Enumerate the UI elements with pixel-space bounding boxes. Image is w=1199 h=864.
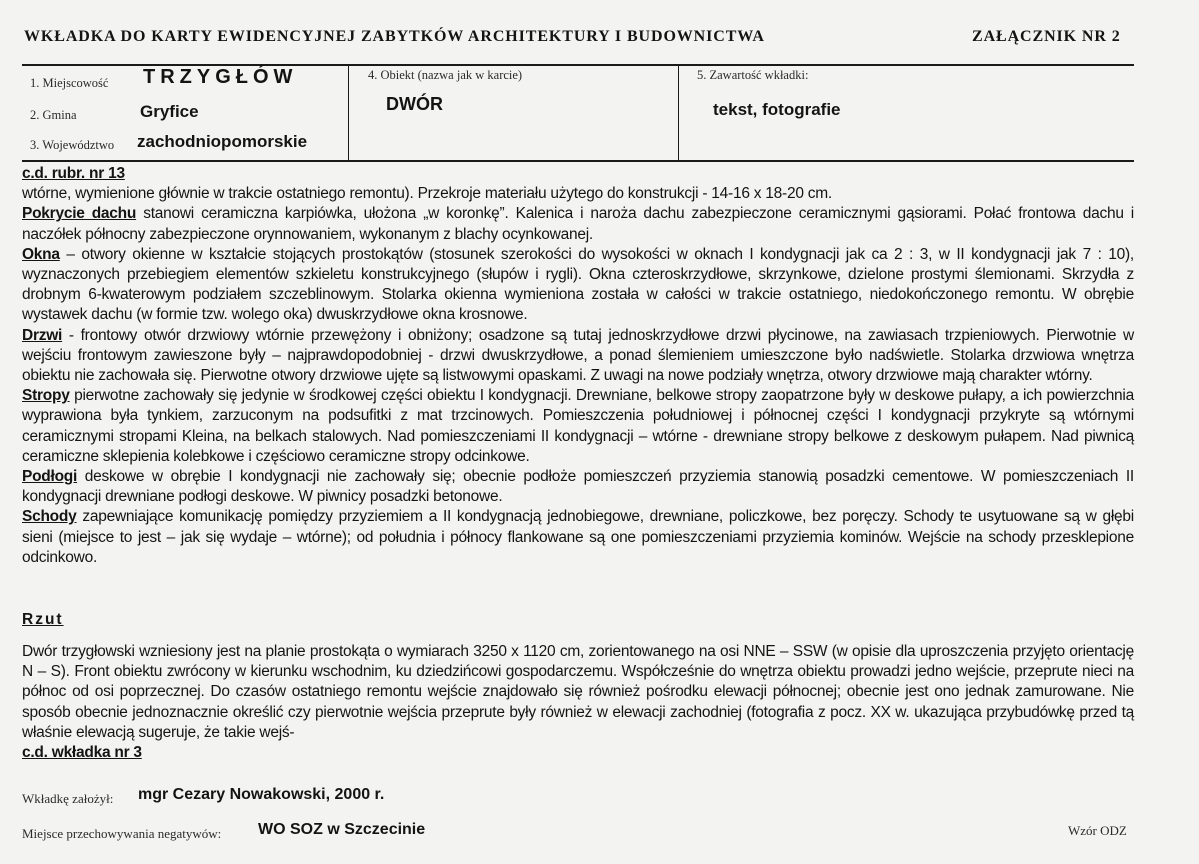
plan-heading: Rzut [22, 611, 64, 628]
box-divider-2 [678, 65, 679, 161]
locality-label: 1. Miejscowość [30, 76, 109, 90]
section-floors [22, 467, 1134, 507]
commune-value: Gryfice [140, 102, 199, 121]
storage-label: Miejsce przechowywania negatywów: [22, 826, 222, 841]
section-text: - frontowy otwór drzwiowy wtórnie przewężony i obniżony; osadzone są tutaj jednoskrzydłowe drzwi płycinowe, na zawiasach trzpieniowych. Pierwotnie w wejściu frontowym zawieszone były – najprawdopodobniej - drzwi dwuskrzydłowe, a ponad ślemieniem umieszczone było nadświetle. Stolarka drzwiowa wnętrza obiektu nie zachowała się. Pierwotne otwory drzwiowe ujęte są listwowymi opaskami. Z uwagi na nowe podziały wnętrza, otwory drzwiowe mają charakter wtórny. [22, 326, 1134, 385]
section-text: – otwory okienne w kształcie stojących prostokątów (stosunek szerokości do wysokości w oknach I kondygnacji jak ca 2 : 3, w II kondygnacji jak 7 : 10), wyznaczonych przebiegiem elementów szkieletu konstrukcyjnego (słupów i rygli). Okna czteroskrzydłowe, skrzynkowe, dzielone prostymi ślemionami. Skrzydła z drobnym 6-kwaterowym podziałem szczeblinowym. Stolarka okienna wymieniona została w całości w trakcie ostatniego, niedokończonego remontu. W obrębie wystawek dachu (w formie tzw. wolego oka) dwuskrzydłowe okna krosnowe. [22, 245, 1134, 324]
section-text: zapewniające komunikację pomiędzy przyziemiem a II kondygnacją jednobiegowe, drewniane, policzkowe, bez poręczy. Schody te usytuowane są w głębi sieni (miejsce to jest – jak się wydaje – wtórne); od południa i północy flankowane są one pomieszczeniami przyziemia kominów. Wejście na schody przesklepione odcinkowo. [22, 508, 1134, 566]
contents-label: 5. Zawartość wkładki: [697, 68, 809, 82]
section-stairs [22, 507, 1134, 568]
section-text: pierwotne zachowały się jedynie w środkowej części obiektu I kondygnacji. Drewniane, belkowe stropy zaopatrzone były w deskowe pułapy, a ich powierzchnia wyprawiona była tynkiem, zarzuconym na podsufitki z mat trzcinowych. Pomieszczenia południowej i północnej części I kondygnacji przykryte są wtórnymi ceramicznymi stropami Kleina, na belkach stalowych. Nad pomieszczeniami II kondygnacji – wtórne - drewniane stropy belkowe z deskowym pułapem. Nad piwnicą ceramiczne sklepienia kolebkowe i częściowo ceramiczne stropy odcinkowe. [22, 387, 1134, 465]
box-divider-1 [348, 65, 349, 161]
intro-paragraph: wtórne, wymienione głównie w trakcie ostatniego remontu). Przekroje materiału użytego do konstrukcji - 14-16 x 18-20 cm. [22, 185, 832, 203]
section-doors [22, 326, 1134, 387]
section-heading: c.d. rubr. nr 13 [22, 165, 125, 182]
section-text: stanowi ceramiczna karpiówka, ułożona „w koronkę”. Kalenica i naroża dachu zabezpieczone ceramicznymi gąsiorami. Połać frontowa dachu i naczółek północny zabezpieczone orynnowaniem, wykonanym z blachy ocynkowanej. [22, 205, 1135, 243]
section-ceilings [22, 386, 1134, 467]
section-key: Drzwi [22, 326, 63, 344]
section-roof [22, 204, 1134, 244]
object-value: DWÓR [386, 94, 443, 114]
voivodeship-value: zachodniopomorskie [137, 132, 308, 151]
author-label: Wkładkę założył: [22, 791, 114, 806]
document-title: WKŁADKA DO KARTY EWIDENCYJNEJ ZABYTKÓW ARCHITEKTURY I BUDOWNICTWA [24, 28, 765, 45]
plan-section [22, 642, 1134, 763]
section-key: Pokrycie dachu [22, 205, 137, 223]
plan-paragraph: Dwór trzygłowski wzniesiony jest na planie prostokąta o wymiarach 3250 x 1120 cm, zorientowanego na osi NNE – SSW (w opisie dla uproszczenia przyjęto orientację N – S). Front obiektu zwrócony w kierunku wschodnim, ku dziedzińcowi gospodarczemu. Współcześnie do wnętrza obiektu prowadzi jedno wejście, przeprute nieci na północ od osi poprzecznej. Do czasów ostatniego remontu wejście znajdowało się również pośrodku elewacji północnej; obecnie jest ono jednak zamurowane. Nie sposób obecnie jednoznacznie określić czy pierwotnie wejścia przeprute były również w elewacji zachodniej (fotografia z pocz. XX w. ukazująca przybudówkę przed tą właśnie elewacją sugeruje, że takie wejś- [22, 643, 1134, 741]
locality-value: TRZYGŁÓW [143, 66, 298, 88]
section-key: Stropy [22, 387, 70, 405]
author-value: mgr Cezary Nowakowski, 2000 r. [138, 786, 385, 803]
section-windows [22, 245, 1134, 326]
description-body [22, 164, 1134, 568]
object-label: 4. Obiekt (nazwa jak w karcie) [368, 68, 523, 82]
voivodeship-label: 3. Województwo [30, 138, 115, 152]
section-key: Podłogi [22, 468, 78, 486]
box-bottom-border [22, 160, 1134, 162]
section-key: Schody [22, 508, 77, 526]
storage-value: WO SOZ w Szczecinie [258, 821, 426, 838]
continuation-note: c.d. wkładka nr 3 [22, 744, 142, 762]
template-mark: Wzór ODZ [1068, 823, 1127, 838]
contents-value: tekst, fotografie [713, 100, 841, 119]
section-text: deskowe w obrębie I kondygnacji nie zachowały się; obecnie podłoże pomieszczeń przyziemia stanowią posadzki cementowe. W pomieszczeniach II kondygnacji drewniane podłogi deskowe. W piwnicy posadzki betonowe. [22, 468, 1134, 506]
commune-label: 2. Gmina [30, 108, 77, 122]
section-key: Okna [22, 245, 60, 263]
annex-number: ZAŁĄCZNIK NR 2 [972, 28, 1121, 45]
